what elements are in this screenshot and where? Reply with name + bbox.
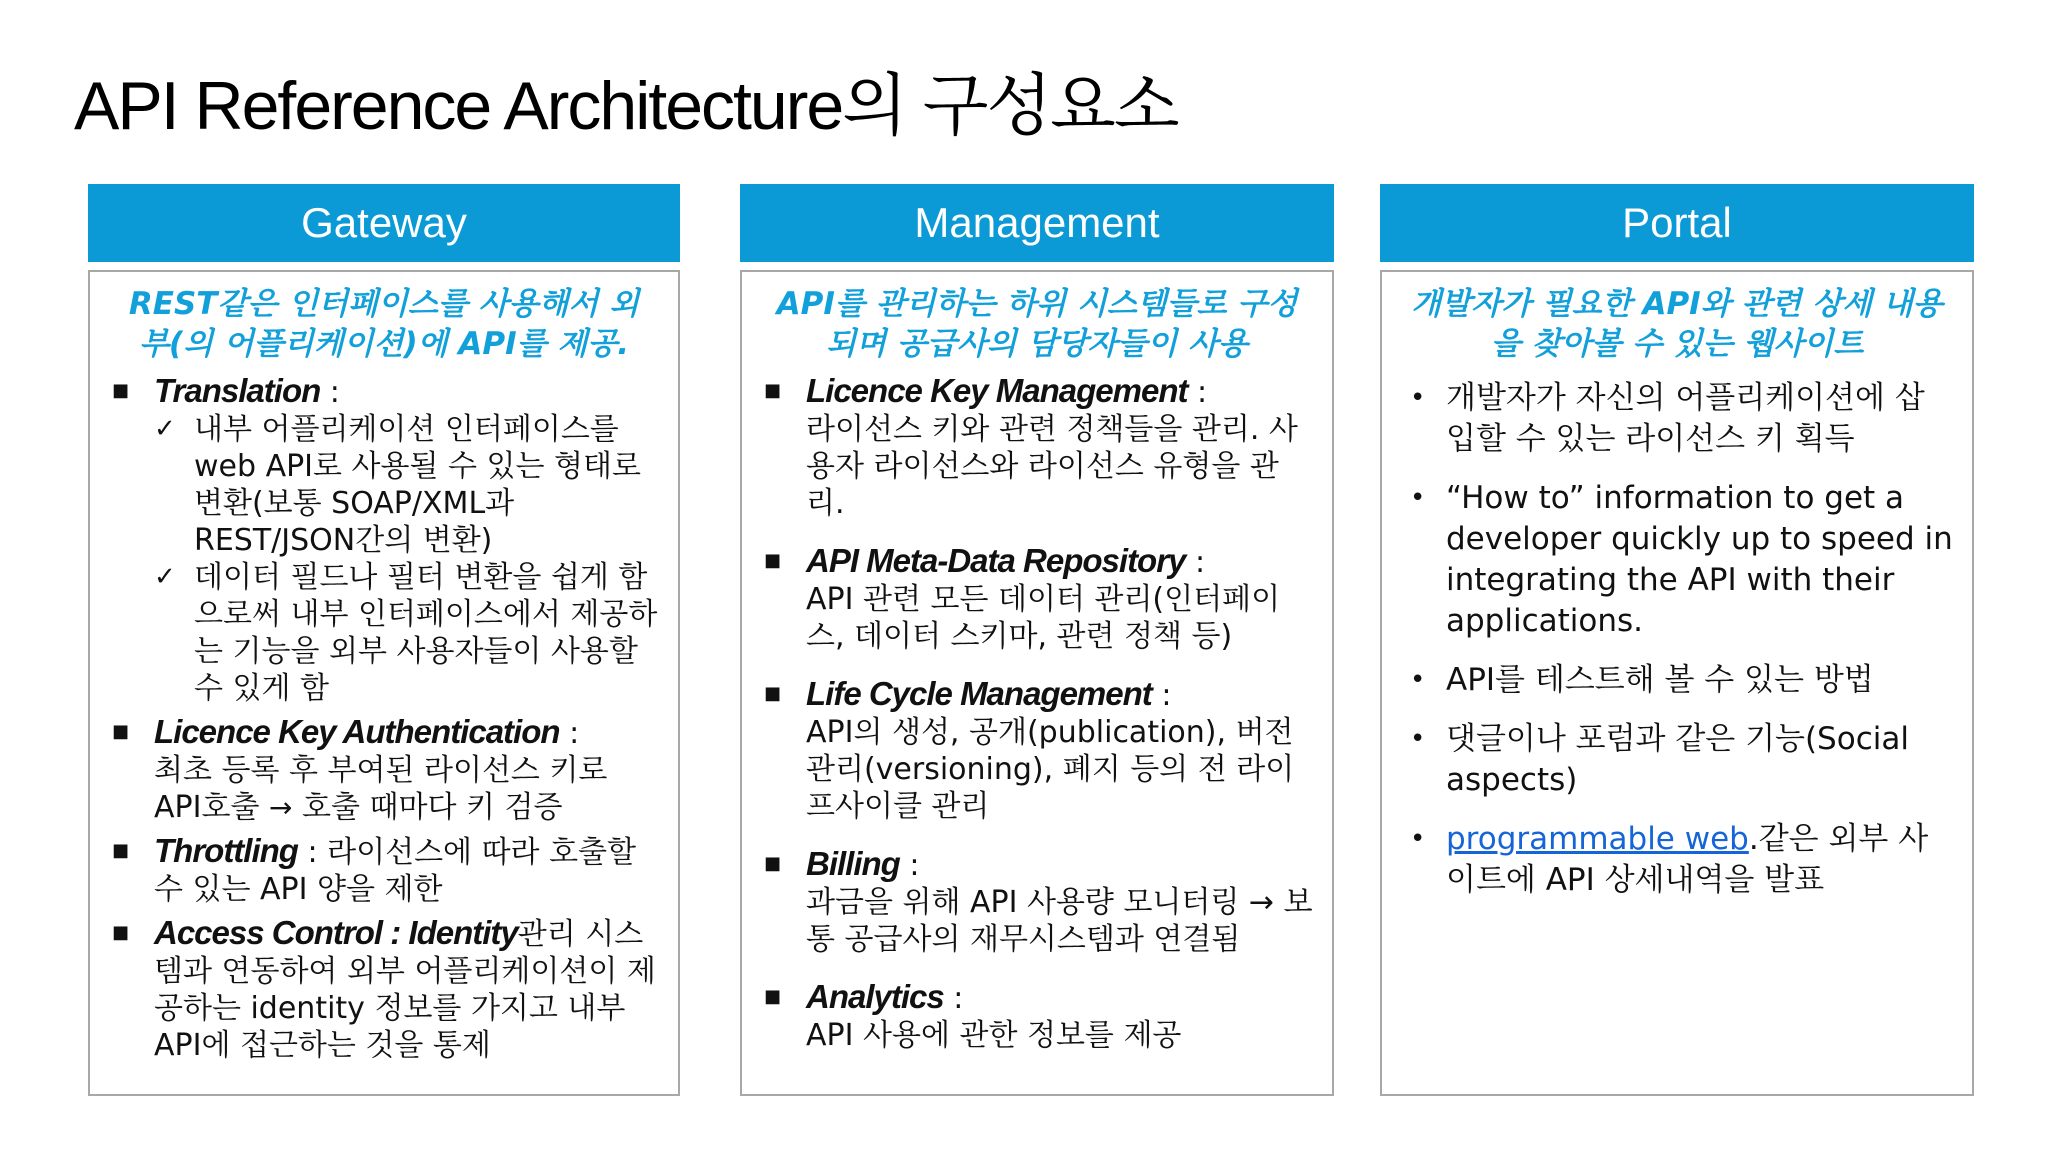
list-item — [760, 372, 1314, 522]
item-text: 최초 등록 후 부여된 라이선스 키로 API호출 — [154, 753, 608, 825]
square-bullet-icon: ■ — [764, 986, 782, 1007]
square-bullet-icon: ■ — [112, 922, 130, 943]
item-text: 댓글이나 포럼과 같은 기능(Social aspects) — [1446, 721, 1909, 798]
square-bullet-icon: ■ — [764, 380, 782, 401]
item-text: “How to” information to get a developer quickly up to speed in integrating the API with their applications. — [1446, 480, 1953, 639]
list-item — [108, 832, 660, 908]
item-text: 개발자가 자신의 어플리케이션에 삽입할 수 있는 라이선스 키 획득 — [1446, 380, 1925, 457]
list-item — [760, 675, 1314, 825]
square-bullet-icon: ■ — [112, 721, 130, 742]
portal-list — [1400, 378, 1954, 901]
bullet-icon: • — [1410, 383, 1426, 413]
item-sep: : — [899, 848, 920, 883]
check-icon: ✓ — [154, 414, 176, 444]
bullet-icon: • — [1410, 724, 1426, 754]
item-title: API Meta-Data Repository — [806, 542, 1186, 579]
list-item — [108, 372, 660, 707]
list-item — [1400, 719, 1954, 801]
list-item — [108, 914, 660, 1064]
gateway-description: REST같은 인터페이스를 사용해서 외부(의 어플리케이션)에 API를 제공. — [128, 286, 640, 362]
item-title: Licence Key Management — [806, 372, 1188, 409]
portal-description: 개발자가 필요한 API와 관련 상세 내용을 찾아볼 수 있는 웹사이트 — [1411, 286, 1943, 362]
item-title: Throttling — [154, 832, 298, 869]
portal-header: Portal — [1380, 184, 1974, 262]
item-body: API 관련 모든 데이터 관리(인터페이스, 데이터 스키마, 관련 정책 등) — [806, 582, 1281, 654]
list-item — [760, 978, 1314, 1054]
item-title: Licence Key Authentication — [154, 713, 560, 750]
list-item — [1400, 660, 1954, 701]
slide-title: API Reference Architecture의 구성요소 — [74, 68, 1178, 144]
management-header: Management — [740, 184, 1334, 262]
item-sep: : — [559, 716, 580, 751]
item-body — [154, 752, 660, 826]
item-text: 관리 시스템과 연동하여 외부 어플리케이션이 제공하는 identity 정보를 가지고 내부 API에 접근하는 것을 통제 — [154, 917, 656, 1063]
item-body: 라이선스 키와 관련 정책들을 관리. 사용자 라이선스와 라이선스 유형을 관리. — [806, 412, 1298, 521]
sub-list-item — [154, 411, 660, 559]
bullet-icon: • — [1410, 665, 1426, 695]
bullet-icon: • — [1410, 824, 1426, 854]
item-body: 과금을 위해 API 사용량 모니터링 → 보통 공급사의 재무시스템과 연결됨 — [806, 885, 1313, 957]
item-text-2: 호출 때마다 키 검증 — [301, 790, 563, 825]
programmable-web-link[interactable]: programmable web — [1446, 821, 1749, 857]
square-bullet-icon: ■ — [112, 840, 130, 861]
item-body: API 사용에 관한 정보를 제공 — [806, 1018, 1182, 1053]
item-sep: : — [320, 375, 340, 410]
sub-item-text: 데이터 필드나 필터 변환을 쉽게 함으로써 내부 인터페이스에서 제공하는 기능을 외부 사용자들이 사용할 수 있게 함 — [194, 560, 658, 706]
management-description: API를 관리하는 하위 시스템들로 구성되며 공급사의 담당자들이 사용 — [776, 286, 1298, 362]
item-sep: : — [1185, 545, 1206, 580]
arrow-right-icon: → — [268, 791, 293, 824]
list-item — [1400, 378, 1954, 460]
gateway-list — [108, 372, 660, 1064]
item-text: .같은 외부 사이트에 API 상세내역을 발표 — [1446, 821, 1929, 898]
item-body: API의 생성, 공개(publication), 버전 관리(versioning), 폐지 등의 전 라이프사이클 관리 — [806, 715, 1295, 824]
item-sep: : — [1151, 678, 1172, 713]
item-title: Billing — [806, 845, 900, 882]
list-item — [760, 845, 1314, 958]
item-title: Translation — [154, 372, 321, 409]
gateway-box — [88, 270, 680, 1096]
management-box — [740, 270, 1334, 1096]
square-bullet-icon: ■ — [764, 853, 782, 874]
portal-box — [1380, 270, 1974, 1096]
sub-list-item — [154, 559, 660, 707]
square-bullet-icon: ■ — [764, 550, 782, 571]
item-sep: : — [1187, 375, 1208, 410]
management-list — [760, 372, 1314, 1054]
check-icon: ✓ — [154, 562, 176, 592]
item-title: Access Control : Identity — [154, 914, 518, 951]
square-bullet-icon: ■ — [764, 683, 782, 704]
list-item — [108, 713, 660, 826]
item-text: : 라이선스에 따라 호출할 수 있는 API 양을 제한 — [154, 835, 637, 907]
item-title: Life Cycle Management — [806, 675, 1152, 712]
gateway-header: Gateway — [88, 184, 680, 262]
item-sep: : — [943, 981, 964, 1016]
square-bullet-icon: ■ — [112, 380, 130, 401]
item-title: Analytics — [806, 978, 944, 1015]
list-item — [1400, 478, 1954, 642]
bullet-icon: • — [1410, 483, 1426, 513]
item-text: API를 테스트해 볼 수 있는 방법 — [1446, 662, 1874, 698]
list-item — [760, 542, 1314, 655]
list-item — [1400, 819, 1954, 901]
sub-item-text: 내부 어플리케이션 인터페이스를 web API로 사용될 수 있는 형태로 변환(보통 SOAP/XML과 REST/JSON간의 변환) — [194, 412, 641, 558]
